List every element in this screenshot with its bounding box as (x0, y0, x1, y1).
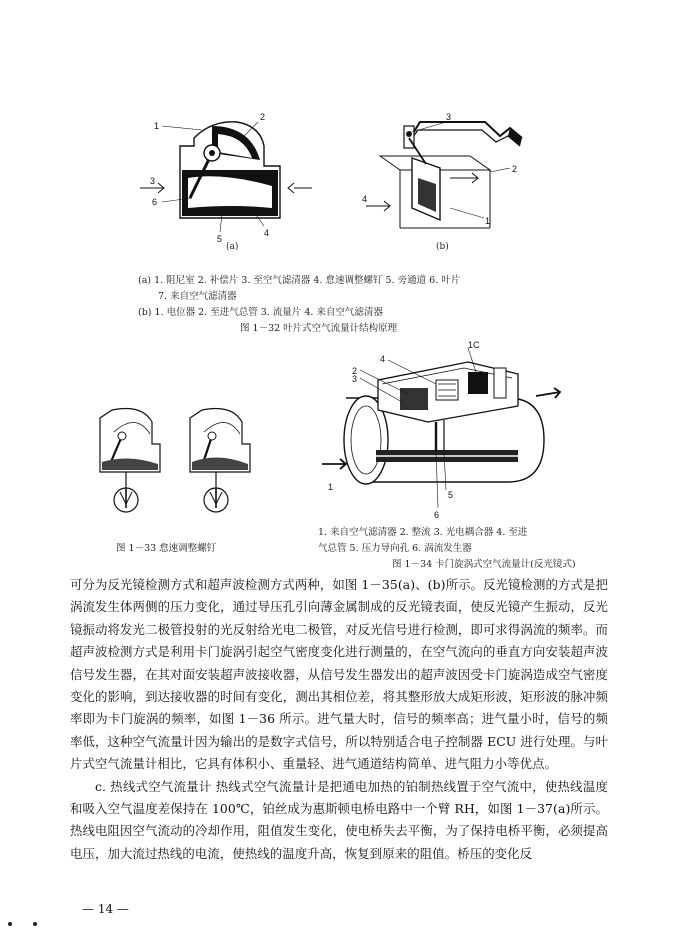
fig34-legend-1: 1. 来自空气滤清器 2. 整流 3. 光电耦合器 4. 至进 (318, 527, 528, 538)
callout-34-2: 2 (352, 366, 358, 376)
callout-3: 3 (150, 176, 156, 186)
callout-4: 4 (264, 228, 270, 238)
fig34-legend-2: 气总管 5. 压力导向孔 6. 涡流发生器 (318, 543, 472, 554)
callout-b-4: 4 (362, 194, 368, 204)
body-text (70, 574, 608, 865)
figure-32b (360, 108, 540, 253)
callout-5: 5 (217, 234, 223, 244)
fig32-legend-a: (a) 1. 阻尼室 2. 补偿片 3. 至空气滤清器 4. 怠速调整螺钉 5. 旁通道 6. 叶片 (138, 275, 461, 286)
callout-34-6: 6 (434, 510, 440, 520)
fig32-title: 图 1－32 叶片式空气流量计结构原理 (240, 323, 398, 334)
callout-34-5: 5 (448, 490, 454, 500)
page-number: — 14 — (82, 902, 129, 916)
scan-mark (33, 922, 37, 926)
fig34-title: 图 1－34 卡门旋涡式空气流量计(反光镜式) (392, 559, 576, 570)
callout-2: 2 (260, 112, 266, 122)
fig-a-label: (a) (226, 242, 239, 252)
callout-34-1: 1 (328, 482, 334, 492)
callout-34-4: 4 (380, 354, 386, 364)
callout-6: 6 (152, 197, 158, 207)
paragraph-2: c. 热线式空气流量计 热线式空气流量计是把通电加热的铂制热线置于空气流中，使热线温度和吸入空气温度差保持在 100℃，铂丝成为惠斯顿电桥电路中一个臂 RH，如图 1－37(a)所示。热线电阻因空气流动的冷却作用，阻值发生变化，使电桥失去平衡，为了保持电桥平衡，必须提高电压，加大流过热线的电流，使热线的温度升高，恢复到原来的阻值。桥压的变化反 (70, 778, 608, 861)
callout-1: 1 (154, 121, 160, 131)
callout-b-2: 2 (512, 164, 518, 174)
fig-b-label: (b) (436, 242, 449, 252)
figure-33 (92, 404, 262, 519)
callout-34-1c: 1C (468, 340, 480, 350)
fig32-legend-b: (b) 1. 电位器 2. 至进气总管 3. 流量片 4. 来自空气滤清器 (138, 307, 383, 318)
callout-b-1: 1 (485, 216, 491, 226)
callout-b-3: 3 (446, 112, 452, 122)
fig32-legend-a-2: 7. 来自空气滤清器 (158, 291, 237, 302)
figure-34 (318, 340, 570, 520)
figure-32a (132, 108, 317, 253)
fig33-title: 图 1－33 怠速调整螺钉 (116, 543, 217, 554)
scan-mark (8, 922, 12, 926)
callout-34-3: 3 (352, 374, 358, 384)
paragraph-1: 可分为反光镜检测方式和超声波检测方式两种，如图 1－35(a)、(b)所示。反光镜检测的方式是把涡流发生体两侧的压力变化，通过导压孔引向薄金属制成的反光镜表面，使反光镜产生振动，反光镜振动将发光二极管投射的光反射给光电二极管，对反光信号进行检测，即可求得涡流的频率。而超声波检测方式是利用卡门旋涡引起空气密度变化进行测量的，在空气流向的垂直方向安装超声波信号发生器，在其对面安装超声波接收器，从信号发生器发出的超声波因受卡门旋涡造成空气密度变化的影响，到达接收器的时间有变化，测出其相位差，将其整形放大成矩形波，矩形波的脉冲频率即为卡门旋涡的频率，如图 1－36 所示。进气量大时，信号的频率高；进气量小时，信号的频率低，这种空气流量计因为输出的是数字式信号，所以特别适合电子控制器 ECU 进行处理。与叶片式空气流量计相比，它具有体积小、重量轻、进气通道结构简单、进气阻力小等优点。 (70, 577, 608, 772)
